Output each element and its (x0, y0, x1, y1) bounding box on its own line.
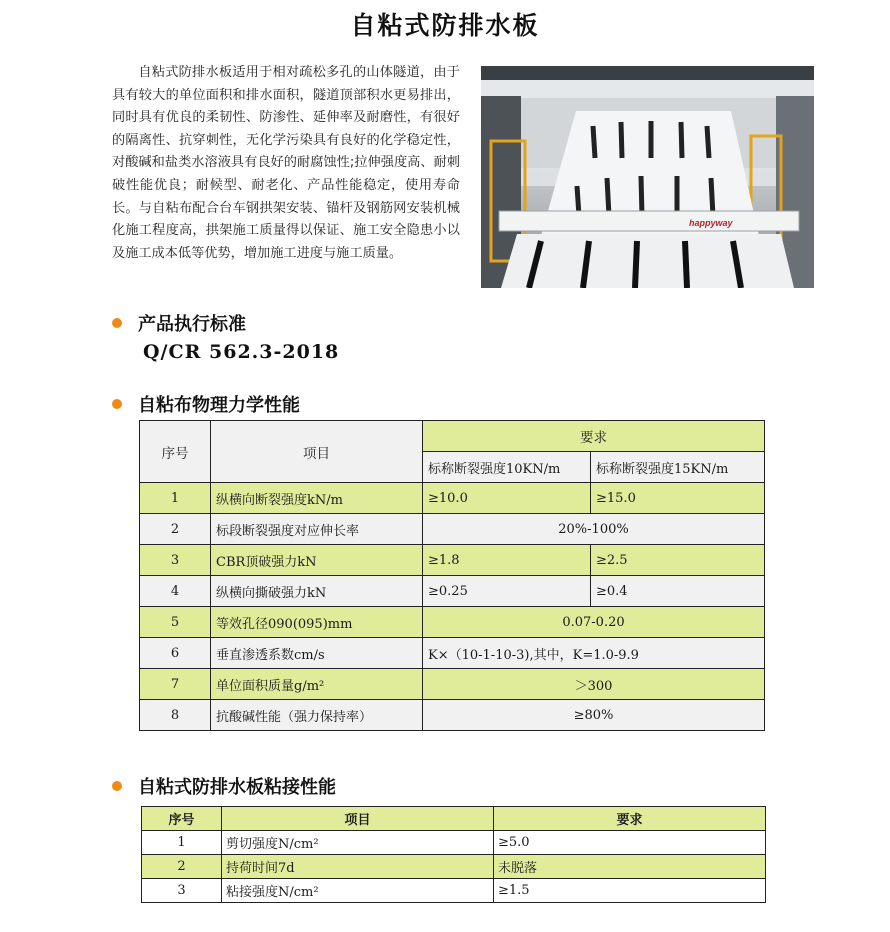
factory-photo (481, 66, 814, 288)
orange-bullet-icon (112, 781, 122, 791)
section-heading-standard: 产品执行标准 (112, 310, 246, 336)
table-row: 1 剪切强度N/cm² ≥5.0 (142, 831, 766, 855)
header-item: 项目 (211, 421, 423, 483)
production-line-illustration (481, 66, 814, 288)
orange-bullet-icon (112, 318, 122, 328)
table-row: 3 粘接强度N/cm² ≥1.5 (142, 879, 766, 903)
header-requirement: 要求 (494, 807, 766, 831)
table-row: 6 垂直渗透系数cm/s K×（10-1-10-3),其中，K=1.0-9.9 (140, 638, 765, 669)
table-row: 7 单位面积质量g/m² ＞300 (140, 669, 765, 700)
header-item: 项目 (222, 807, 494, 831)
brand-text: happyway (689, 218, 733, 228)
adhesion-properties-table (141, 806, 766, 903)
table-row: 8 抗酸碱性能（强力保持率） ≥80% (140, 700, 765, 731)
table-row: 1 纵横向断裂强度kN/m ≥10.0 ≥15.0 (140, 483, 765, 514)
table-row: 2 标段断裂强度对应伸长率 20%-100% (140, 514, 765, 545)
table-row: 5 等效孔径090(095)mm 0.07-0.20 (140, 607, 765, 638)
table-row: 3 CBR顶破强力kN ≥1.8 ≥2.5 (140, 545, 765, 576)
header-requirement: 要求 (423, 421, 765, 452)
table-row: 2 持荷时间7d 未脱落 (142, 855, 766, 879)
table-row: 4 纵横向撕破强力kN ≥0.25 ≥0.4 (140, 576, 765, 607)
physical-properties-table (139, 420, 765, 731)
standard-code: Q/CR 562.3-2018 (143, 341, 340, 363)
orange-bullet-icon (112, 399, 122, 409)
page-title: 自粘式防排水板 (350, 11, 540, 40)
header-15kn: 标称断裂强度15KN/m (591, 452, 765, 483)
header-no: 序号 (140, 421, 211, 483)
section-heading-physical: 自粘布物理力学性能 (112, 391, 300, 417)
header-no: 序号 (142, 807, 222, 831)
section-heading-adhesion: 自粘式防排水板粘接性能 (112, 773, 336, 799)
header-10kn: 标称断裂强度10KN/m (423, 452, 591, 483)
intro-paragraph: 自粘式防排水板适用于相对疏松多孔的山体隧道，由于具有较大的单位面积和排水面积，隧道顶部积水更易排出，同时具有优良的柔韧性、防渗性、延伸率及耐磨性，有很好的隔离性、抗穿刺性，无化学污染具有良好的化学稳定性，对酸碱和盐类水溶液具有良好的耐腐蚀性;拉伸强度高、耐刺破性能优良；耐候型、耐老化、产品性能稳定，使用寿命长。与自粘布配合台车钢拱架安装、锚杆及钢筋网安装机械化施工程度高，拱架施工质量得以保证、施工安全隐患小以及施工成本低等优势，增加施工进度与施工质量。 (112, 65, 460, 261)
